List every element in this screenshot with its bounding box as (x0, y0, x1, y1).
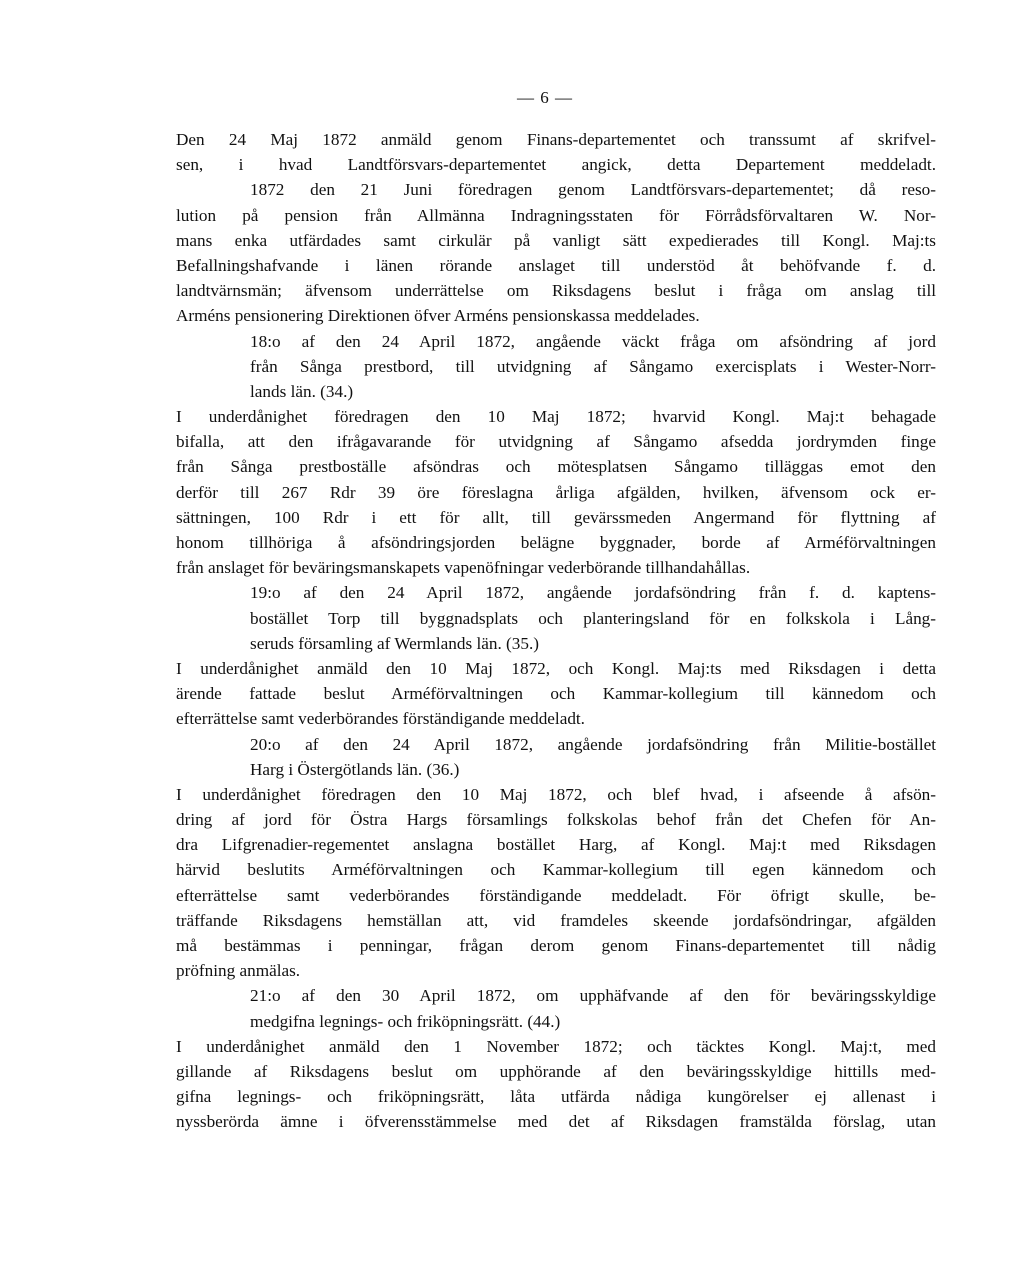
text-line: I underdånighet anmäld den 10 Maj 1872, och Kongl. Maj:ts med Riksdagen i detta (176, 658, 936, 678)
text-line: må bestämmas i penningar, frågan derom genom Finans-departementet till nådig (176, 936, 936, 955)
text-line: från anslaget för beväringsmanskapets vapenöfningar vederbörande tillhandahållas. (176, 558, 751, 578)
text-line: härvid beslutits Arméförvaltningen och Kammar-kollegium till egen kännedom och (176, 860, 936, 880)
text-line: från Sånga prestboställe afsöndras och mötesplatsen Sångamo tilläggas emot den (176, 457, 936, 477)
text-line: 18:o af den 24 April 1872, angående väckt fråga om afsöndring af jord (250, 331, 936, 351)
text-line: dra Lifgrenadier-regementet anslagna bostället Harg, af Kongl. Maj:t med Riksdagen (176, 835, 936, 855)
text-line: dring af jord för Östra Hargs församlings folkskolas behof från det Chefen för An- (176, 810, 936, 830)
text-line: bifalla, att den ifrågavarande för utvidgning af Sångamo afsedda jordrymden finge (176, 432, 936, 452)
text-line: gillande af Riksdagens beslut om upphörande af den beväringsskyldige hittills med- (176, 1061, 936, 1081)
text-line: bostället Torp till byggnadsplats och planteringsland för en folkskola i Lång- (250, 608, 936, 628)
text-line: medgifna legnings- och friköpningsrätt. (44.) (250, 1011, 561, 1031)
text-line: 1872 den 21 Juni föredragen genom Landtförsvars-departementet; då reso- (250, 180, 936, 200)
text-line: honom tillhöriga å afsöndringsjorden belägne byggnader, borde af Arméförvaltningen (176, 533, 936, 552)
text-line: från Sånga prestbord, till utvidgning af Sångamo exercisplats i Wester-Norr- (250, 356, 936, 376)
text-line: I underdånighet föredragen den 10 Maj 1872; hvarvid Kongl. Maj:t behagade (176, 407, 936, 427)
text-line: Arméns pensionering Direktionen öfver Arméns pensionskassa meddelades. (176, 306, 700, 326)
text-line: 21:o af den 30 April 1872, om upphäfvande af den för beväringsskyldige (250, 986, 936, 1006)
page-number: — 6 — (517, 88, 573, 107)
text-line: pröfning anmälas. (176, 961, 301, 981)
text-line: sättningen, 100 Rdr i ett för allt, till gevärssmeden Angermand för flyttning af (176, 507, 936, 527)
text-line: sen, i hvad Landtförsvars-departementet angick, detta Departement meddeladt. (176, 155, 936, 175)
text-line: I underdånighet föredragen den 10 Maj 1872, och blef hvad, i afseende å afsön- (176, 784, 936, 804)
text-line: ärende fattade beslut Arméförvaltningen och Kammar-kollegium till kännedom och (176, 684, 936, 704)
text-line: Den 24 Maj 1872 anmäld genom Finans-departementet och transsumt af skrifvel- (176, 130, 936, 149)
text-line: landtvärnsmän; äfvensom underrättelse om Riksdagens beslut i fråga om anslag till (176, 281, 936, 301)
text-line: 20:o af den 24 April 1872, angående jordafsöndring från Militie-bostället (250, 734, 936, 754)
text-line: mans enka utfärdades samt cirkulär på vanligt sätt expedierades till Kongl. Maj:ts (176, 230, 936, 250)
text-line: Befallningshafvande i länen rörande anslaget till understöd åt behöfvande f. d. (176, 255, 936, 275)
text-line: efterrättelse samt vederbörandes förständigande meddeladt. (176, 709, 585, 729)
text-line: lands län. (34.) (250, 381, 354, 401)
text-line: efterrättelse samt vederbörandes förständigande meddeladt. För öfrigt skulle, be- (176, 885, 936, 905)
text-line: nyssberörda ämne i öfverensstämmelse med det af Riksdagen framstälda förslag, utan (176, 1112, 936, 1132)
text-line: I underdånighet anmäld den 1 November 1872; och täcktes Kongl. Maj:t, med (176, 1036, 936, 1056)
text-line: träffande Riksdagens hemställan att, vid framdeles skeende jordafsöndringar, afgälden (176, 910, 936, 930)
text-line: 19:o af den 24 April 1872, angående jordafsöndring från f. d. kaptens- (250, 583, 936, 603)
text-line: lution på pension från Allmänna Indragningsstaten för Förrådsförvaltaren W. Nor- (176, 205, 936, 225)
text-line: derför till 267 Rdr 39 öre föreslagna årliga afgälden, hvilken, äfvensom ock er- (176, 482, 936, 502)
text-line: Harg i Östergötlands län. (36.) (250, 759, 460, 779)
text-line: gifna legnings- och friköpningsrätt, låta utfärda nådiga kungörelser ej allenast i (176, 1087, 936, 1107)
text-line: seruds församling af Wermlands län. (35.) (250, 633, 539, 653)
document-body (176, 127, 936, 1135)
